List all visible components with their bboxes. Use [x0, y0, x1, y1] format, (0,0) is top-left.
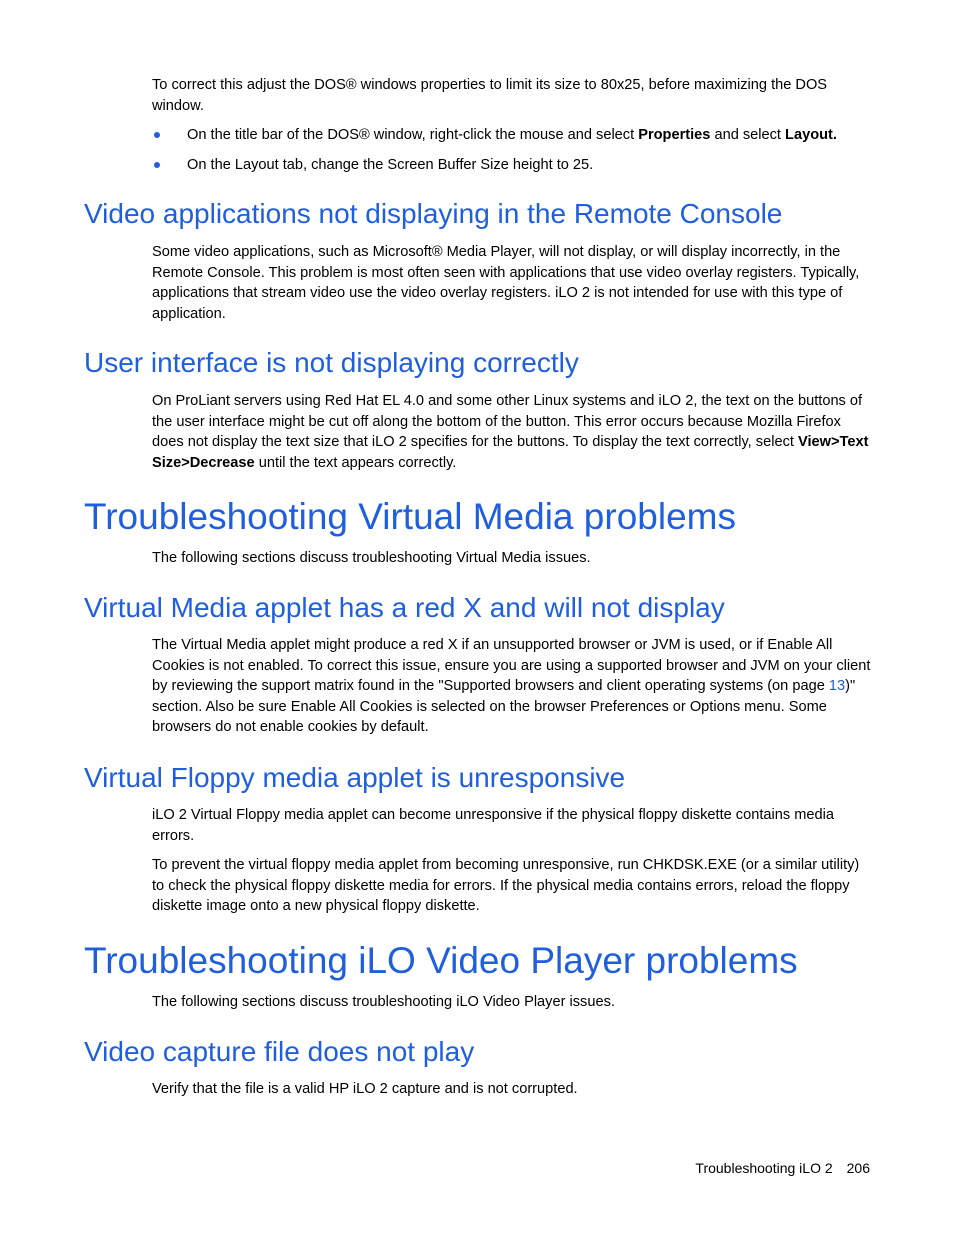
bullet-icon	[154, 162, 160, 168]
bullet-text: On the title bar of the DOS® window, right-click the mouse and select	[187, 127, 639, 143]
video-apps-paragraph: Some video applications, such as Microsoft® Media Player, will not display, or will display incorrectly, in the Remote Console. This problem is most often seen with applications that use video overlay registers. Typically, applications that stream video use the video overlay registers. iLO 2 is not intended for use with this type of application.	[152, 244, 860, 322]
page-footer	[695, 1158, 870, 1178]
bold-term-properties: Properties	[638, 127, 711, 143]
footer-section-title: Troubleshooting iLO 2	[695, 1160, 833, 1176]
chapter-heading-video-player: Troubleshooting iLO Video Player problems	[84, 940, 798, 981]
list-item	[152, 125, 872, 146]
bullet-text: On the Layout tab, change the Screen Buffer Size height to 25.	[187, 156, 594, 173]
chapter-heading-virtual-media: Troubleshooting Virtual Media problems	[84, 496, 736, 537]
vm-problems-paragraph: The following sections discuss troubleshooting Virtual Media issues.	[152, 550, 591, 566]
bullet-icon	[154, 132, 160, 138]
bold-menu-path: View>Text Size>Decrease	[152, 434, 869, 471]
section-heading-floppy: Virtual Floppy media applet is unresponsive	[84, 762, 626, 793]
section-heading-video-apps: Video applications not displaying in the Remote Console	[84, 198, 783, 229]
paragraph-text: until the text appears correctly.	[254, 454, 457, 471]
list-item	[152, 155, 872, 176]
paragraph-text: On ProLiant servers using Red Hat EL 4.0 and some other Linux systems and iLO 2, the text on the buttons of the user interface might be cut off along the bottom of the button. This error occurs because Mozilla Firefox does not display the text size that iLO 2 specifies for the buttons. To display the text correctly, select	[152, 393, 863, 450]
page-reference-link[interactable]: 13	[828, 678, 846, 694]
bold-term-layout: Layout.	[785, 127, 837, 143]
ui-display-paragraph	[152, 391, 872, 473]
paragraph-text: The Virtual Media applet might produce a red X if an unsupported browser or JVM is used, or if Enable All Cookies is not enabled. To correct this issue, ensure you are using a supported browser and JVM on your client by reviewing the support matrix found in the "Supported browsers and client operating systems (on page	[152, 637, 871, 694]
section-heading-ui-display: User interface is not displaying correctly	[84, 347, 579, 378]
floppy-paragraph-1: iLO 2 Virtual Floppy media applet can become unresponsive if the physical floppy diskette contains media errors.	[152, 807, 834, 844]
floppy-paragraph-2: To prevent the virtual floppy media applet from becoming unresponsive, run CHKDSK.EXE (or a similar utility) to check the physical floppy diskette media for errors. If the physical media contains errors, reload the floppy diskette image onto a new physical floppy diskette.	[152, 857, 860, 914]
section-heading-capture: Video capture file does not play	[84, 1036, 475, 1067]
video-player-paragraph: The following sections discuss troubleshooting iLO Video Player issues.	[152, 994, 615, 1010]
section-heading-vm-red-x: Virtual Media applet has a red X and will not display	[84, 592, 725, 623]
paragraph-text: )" section. Also be sure Enable All Cookies is selected on the browser Preferences or Options menu. Some browsers do not enable cookies by default.	[152, 678, 856, 735]
bullet-text: and select	[710, 127, 786, 143]
capture-paragraph: Verify that the file is a valid HP iLO 2 capture and is not corrupted.	[152, 1081, 578, 1097]
intro-bullet-list	[152, 125, 872, 184]
vm-red-x-paragraph	[152, 635, 872, 738]
intro-paragraph: To correct this adjust the DOS® windows properties to limit its size to 80x25, before maximizing the DOS window.	[152, 77, 828, 114]
page-number: 206	[846, 1160, 870, 1176]
